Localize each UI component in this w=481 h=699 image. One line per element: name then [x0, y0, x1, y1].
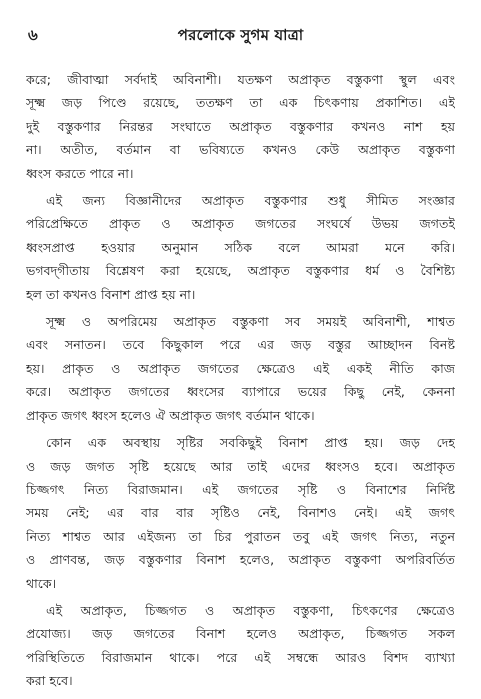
text-line: হল তা কখনও বিনাশ প্রাপ্ত হয় না।: [26, 286, 196, 302]
text-line: ধ্বংস করতে পারে না।: [26, 165, 134, 181]
text-line: ভগবদ্‌গীতায় বিশ্লেষণ করা হয়েছে, অপ্রাকৃত বস্তুকণার ধর্ম ও বৈশিষ্ট্য: [26, 263, 455, 279]
text-line: না। অতীত, বর্তমান বা ভবিষ্যতে কখনও কেউ অপ্রাকৃত বস্তুকণা: [26, 142, 455, 158]
text-line: করে। অপ্রাকৃত জগতের ধ্বংসের ব্যাপারে ভয়ের কিছু নেই, কেননা: [26, 384, 455, 400]
text-line: পরিপ্রেক্ষিতে প্রাকৃত ও অপ্রাকৃত জগতের সংঘর্ষে উভয় জগতই: [26, 216, 455, 232]
paragraph: [26, 310, 455, 427]
paragraph: [26, 431, 455, 595]
text-line: সূক্ষ্ম ও অপরিমেয় অপ্রাকৃত বস্তুকণা সব সময়ই অবিনাশী, শাশ্বত: [46, 314, 455, 330]
text-line: দুই বস্তুকণার নিরন্তর সংঘাতে অপ্রাকৃত বস্তুকণার কখনও নাশ হয়: [26, 118, 455, 134]
text-line: ও জড় জগত সৃষ্টি হয়েছে আর তাই এদের ধ্বংসও হবে। অপ্রাকৃত: [26, 458, 455, 474]
text-line: কোন এক অবস্থায় সৃষ্টির সবকিছুই বিনাশ প্রাপ্ত হয়। জড় দেহ: [46, 435, 455, 451]
text-line: এবং সনাতন। তবে কিছুকাল পরে এর জড় বস্তুর আচ্ছাদন বিনষ্ট: [26, 337, 455, 353]
paragraph: [26, 599, 455, 693]
text-line: প্রযোজ্য। জড় জগতের বিনাশ হলেও অপ্রাকৃত, চিজ্জগত সকল: [26, 626, 455, 642]
paragraph: [26, 68, 455, 185]
text-line: ধ্বংসপ্রাপ্ত হওয়ার অনুমান সঠিক বলে আমরা মনে করি।: [26, 239, 455, 255]
text-line: করা হবে।: [26, 673, 73, 689]
text-line: থাকে।: [26, 575, 57, 591]
text-line: সূক্ষ্ম জড় পিণ্ডে রয়েছে, ততক্ষণ তা এক চিৎকণায় প্রকাশিত। এই: [26, 95, 455, 111]
page-number: ৬: [28, 26, 38, 44]
text-line: প্রাকৃত জগৎ ধ্বংস হলেও ঐ অপ্রাকৃত জগৎ বর্তমান থাকে।: [26, 407, 315, 423]
text-line: নিত্য শাশ্বত আর এইজন্য তা চির পুরাতন তবু এই জগৎ নিত্য, নতুন: [26, 528, 455, 544]
text-line: সময় নেই; এর বার বার সৃষ্টিও নেই, বিনাশও নেই। এই জগৎ: [26, 505, 455, 521]
text-line: পরিস্থিতিতে বিরাজমান থাকে। পরে এই সম্বন্ধে আরও বিশদ ব্যাখ্যা: [26, 649, 455, 665]
paragraph: [26, 189, 455, 306]
text-line: হয়। প্রাকৃত ও অপ্রাকৃত জগতের ক্ষেত্রেও এই একই নীতি কাজ: [26, 360, 455, 376]
text-line: এই অপ্রাকৃত, চিজ্জগত ও অপ্রাকৃত বস্তুকণা, চিৎকণের ক্ষেত্রেও: [46, 602, 455, 618]
text-line: ও প্রাণবন্ত, জড় বস্তুকণার বিনাশ হলেও, অপ্রাকৃত বস্তুকণা অপরিবর্তিত: [26, 552, 455, 568]
page-header: [26, 18, 455, 48]
text-line: চিজ্জগৎ নিত্য বিরাজমান। এই জগতের সৃষ্টি ও বিনাশের নির্দিষ্ট: [26, 481, 455, 497]
body-text: [26, 68, 455, 693]
running-title: পরলোকে সুগম যাত্রা: [177, 26, 304, 44]
text-line: করে; জীবাত্মা সর্বদাই অবিনাশী। যতক্ষণ অপ্রাকৃত বস্তুকণা স্থুল এবং: [26, 72, 455, 87]
text-line: এই জন্য বিজ্ঞানীদের অপ্রাকৃত বস্তুকণার শুধু সীমিত সংজ্ঞার: [46, 193, 455, 209]
